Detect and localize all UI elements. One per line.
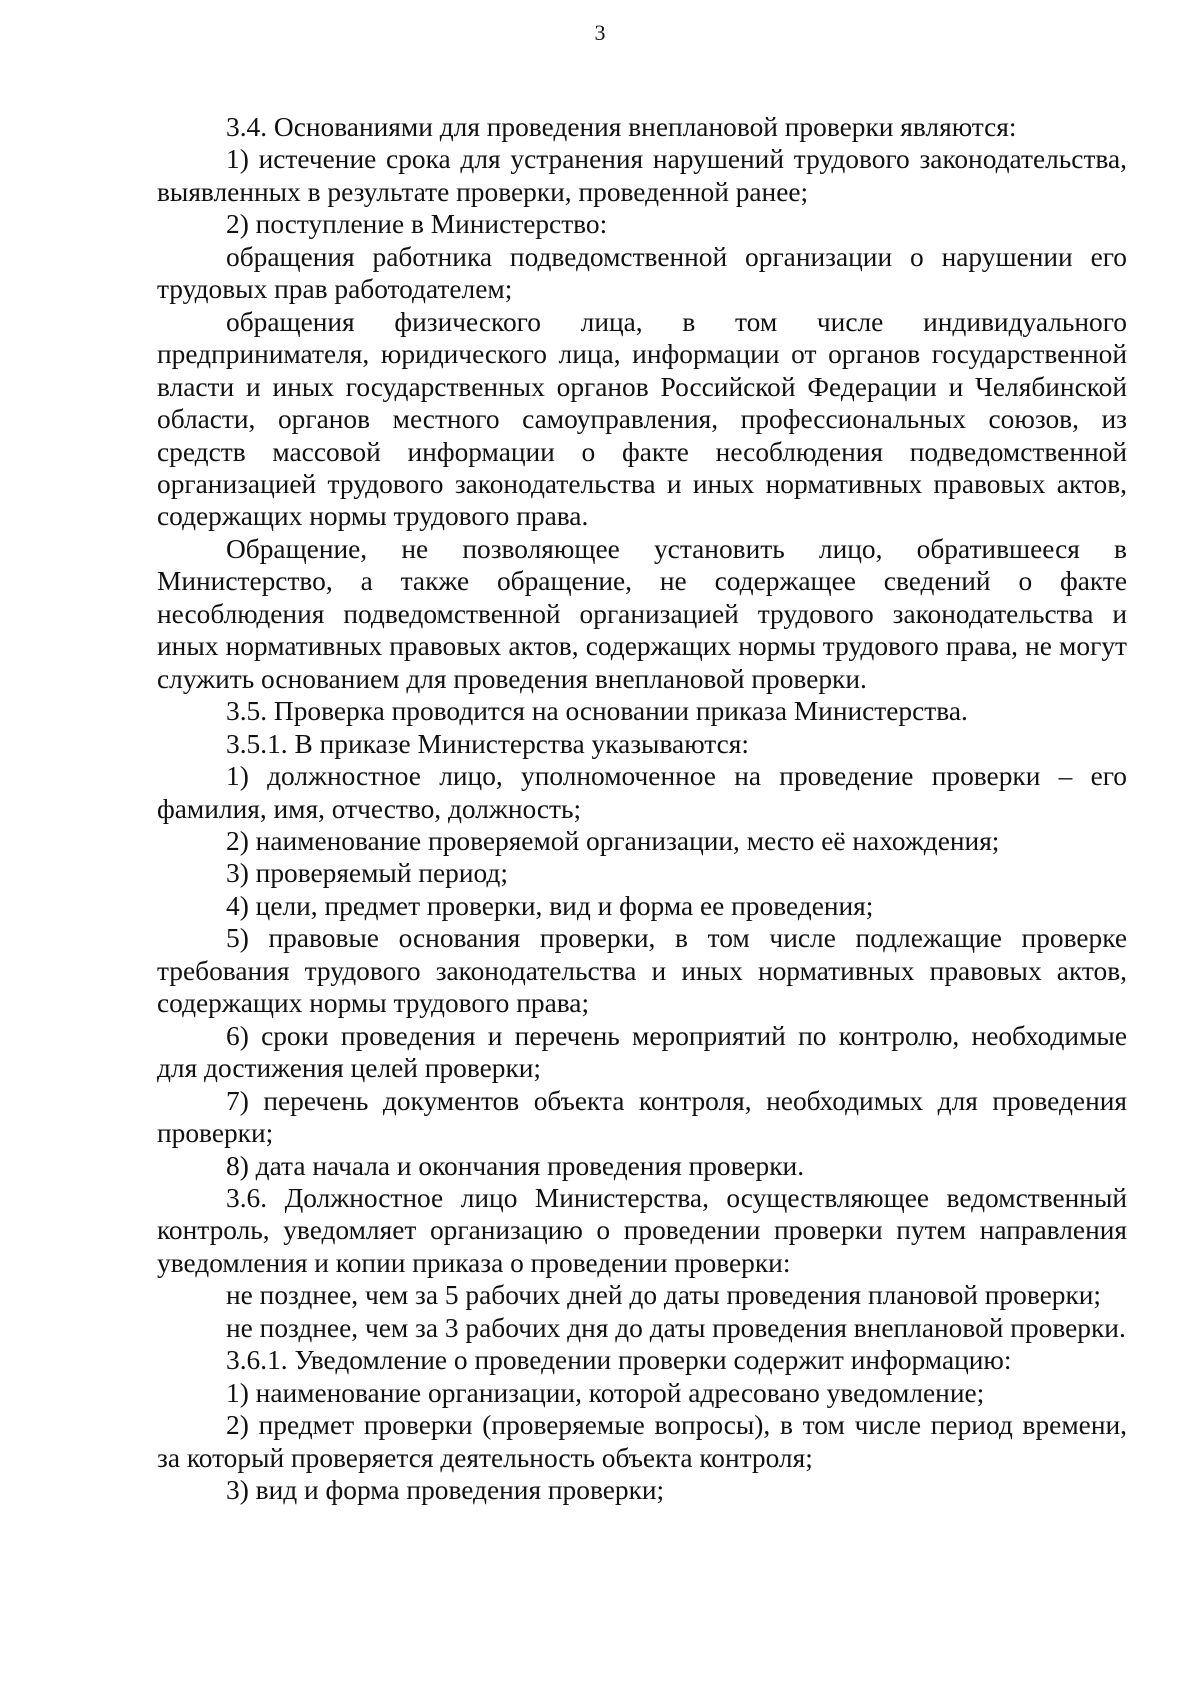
- paragraph-3-5-1-item-7: 7) перечень документов объекта контроля, необходимых для проведения проверки;: [157, 1085, 1127, 1149]
- paragraph-3-4-item-1: 1) истечение срока для устранения нарушений трудового законодательства, выявленных в результате проверки, проведенной ранее;: [157, 144, 1127, 207]
- paragraph-anonymous-appeal: Обращение, не позволяющее установить лицо, обратившееся в Министерство, а также обращение, не содержащее сведений о факте несоблюдения подведомственной организацией трудового законодательства и иных нормативных правовых актов, содержащих нормы трудового права, не могут служить основанием для проведения внеплановой проверки.: [157, 533, 1127, 694]
- paragraph-planned-notice: не позднее, чем за 5 рабочих дней до даты проведения плановой проверки;: [226, 1280, 1102, 1311]
- paragraph-individual-appeal: обращения физического лица, в том числе индивидуального предпринимателя, юридического лица, информации от органов государственной власти и иных государственных органов Российской Федерации и Челябинской области, органов местного самоуправления, профессиональных союзов, из средств массовой информации о факте несоблюдения подведомственной организацией трудового законодательства и иных нормативных правовых актов, содержащих нормы трудового права.: [157, 306, 1127, 532]
- paragraph-unplanned-notice: не позднее, чем за 3 рабочих дня до даты проведения внеплановой проверки.: [226, 1312, 1126, 1343]
- paragraph-3-5-1-item-5: 5) правовые основания проверки, в том числе подлежащие проверке требования трудового законодательства и иных нормативных правовых актов, содержащих нормы трудового права;: [157, 923, 1127, 1019]
- paragraph-3-4: 3.4. Основаниями для проведения внеплановой проверки являются:: [226, 112, 1017, 142]
- page-number: 3: [594, 20, 606, 45]
- paragraph-3-6-1: 3.6.1. Уведомление о проведении проверки содержит информацию:: [226, 1345, 1012, 1376]
- paragraph-3-5: 3.5. Проверка проводится на основании приказа Министерства.: [226, 696, 968, 727]
- paragraph-3-6-1-item-3: 3) вид и форма проведения проверки;: [226, 1475, 665, 1506]
- paragraph-3-5-1: 3.5.1. В приказе Министерства указываются:: [226, 728, 749, 759]
- document-body: [157, 111, 1127, 1506]
- paragraph-3-5-1-item-6: 6) сроки проведения и перечень мероприятий по контролю, необходимые для достижения целей проверки;: [157, 1020, 1127, 1084]
- paragraph-3-5-1-item-3: 3) проверяемый период;: [226, 858, 508, 889]
- paragraph-3-6-1-item-2: 2) предмет проверки (проверяемые вопросы), в том числе период времени, за который проверяется деятельность объекта контроля;: [157, 1410, 1127, 1473]
- paragraph-3-5-1-item-1: 1) должностное лицо, уполномоченное на проведение проверки – его фамилия, имя, отчество, должность;: [157, 761, 1127, 824]
- paragraph-3-5-1-item-2: 2) наименование проверяемой организации, место её нахождения;: [226, 825, 1000, 856]
- paragraph-3-4-item-2: 2) поступление в Министерство:: [226, 209, 608, 240]
- paragraph-3-5-1-item-8: 8) дата начала и окончания проведения проверки.: [226, 1150, 805, 1181]
- paragraph-3-5-1-item-4: 4) цели, предмет проверки, вид и форма ее проведения;: [226, 890, 874, 921]
- paragraph-3-6-1-item-1: 1) наименование организации, которой адресовано уведомление;: [226, 1377, 985, 1408]
- paragraph-employee-appeal: обращения работника подведомственной организации о нарушении его трудовых прав работодателем;: [157, 241, 1127, 305]
- paragraph-3-6: 3.6. Должностное лицо Министерства, осуществляющее ведомственный контроль, уведомляет организацию о проведении проверки путем направления уведомления и копии приказа о проведении проверки:: [157, 1182, 1127, 1278]
